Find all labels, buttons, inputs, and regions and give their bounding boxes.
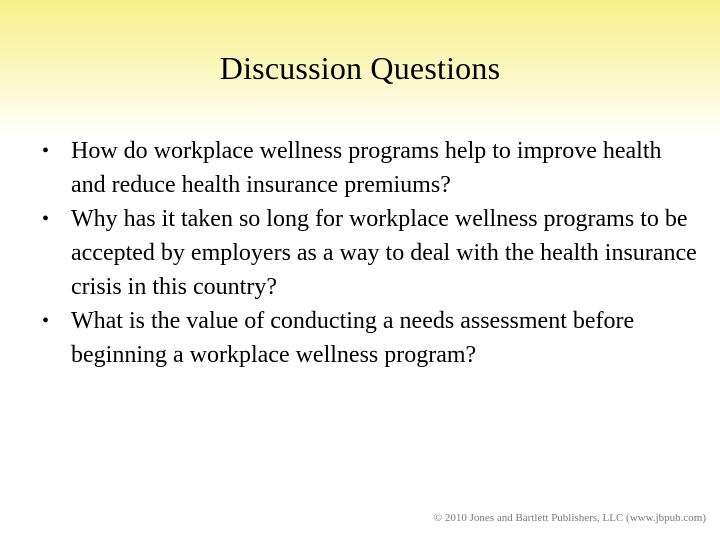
slide-title: Discussion Questions [219,50,501,86]
bullet-dot-icon: • [42,208,50,230]
bullet-text: What is the value of conducting a needs assessment before beginning a workplace wellness program? [71,308,635,368]
bullet-item [42,202,702,304]
bullet-text: Why has it taken so long for workplace wellness programs to be accepted by employers as a way to deal with the health insurance crisis in this country? [71,206,697,300]
bullet-item [42,134,702,202]
bullet-dot-icon: • [42,140,50,162]
bullet-dot-icon: • [42,310,50,332]
bullet-text: How do workplace wellness programs help to improve health and reduce health insurance premiums? [71,138,662,198]
bullet-item [42,304,702,372]
copyright-notice: © 2010 Jones and Bartlett Publishers, LLC (www.jbpub.com) [433,512,706,524]
bullet-list [42,134,702,372]
